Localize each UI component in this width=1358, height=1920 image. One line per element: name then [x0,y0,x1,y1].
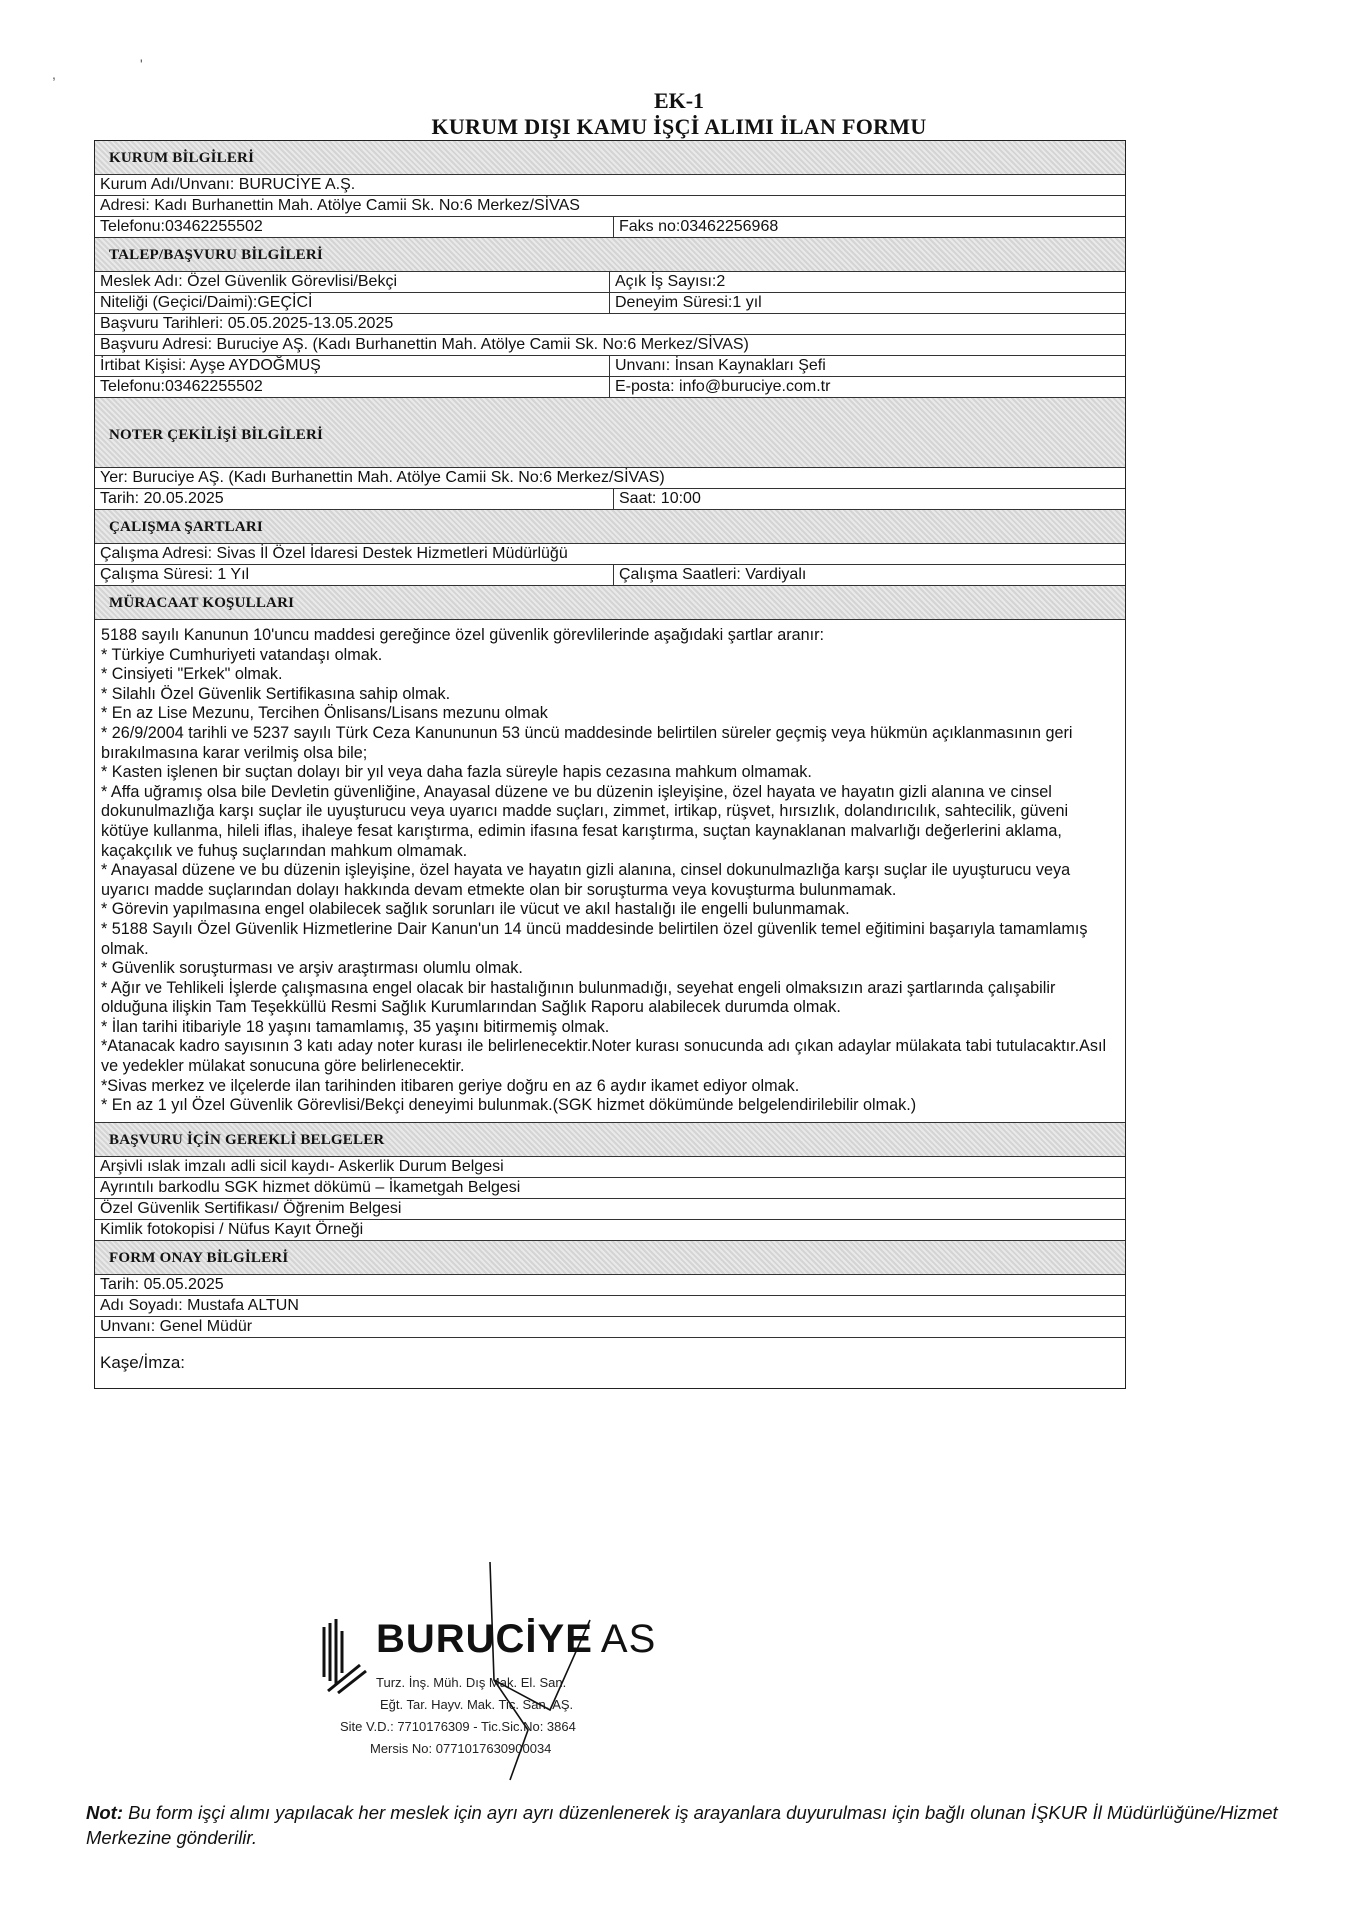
calisma-address: Çalışma Adresi: Sivas İl Özel İdaresi Destek Hizmetleri Müdürlüğü [100,545,568,562]
condition-item: * Ağır ve Tehlikeli İşlerde çalışmasına engel olacak bir hastalığının bulunmadığı, seyehat engeli olmaksızın arazi şartlarında çalışabilir olduğuna ilişkin Tam Teşekküllü Resmi Sağlık Kurumlarından Sağlık Raporu alabilecek durumda olmak. [101,978,1056,1017]
talep-contact-title: Unvanı: İnsan Kaynakları Şefi [615,357,826,374]
section-onay-header: FORM ONAY BİLGİLERİ [95,1241,1125,1275]
document-item [95,1220,1125,1241]
form-row [95,1317,1125,1338]
condition-item: * En az 1 yıl Özel Güvenlik Görevlisi/Bekçi deneyimi bulunmak.(SGK hizmet dökümünde belgelendirilebilir olmak.) [101,1096,917,1115]
document-item [95,1157,1125,1178]
stamp-line-4: Mersis No: 0771017630900034 [370,1741,552,1756]
condition-item: * En az Lise Mezunu, Tercihen Önlisans/Lisans mezunu olmak [101,704,548,723]
onay-title: Unvanı: Genel Müdür [100,1317,253,1335]
kurum-name: Kurum Adı/Unvanı: BURUCİYE A.Ş. [100,176,356,193]
scan-mark: , [52,66,56,82]
form-row [95,565,1125,586]
section-noter-header: NOTER ÇEKİLİŞİ BİLGİLERİ [95,398,1125,468]
form-row [95,335,1125,356]
kurum-fax: Faks no:03462256968 [619,218,779,235]
signature-icon [480,1560,600,1790]
form-row [95,1275,1125,1296]
form-row [95,217,1125,238]
section-kurum-header: KURUM BİLGİLERİ [95,141,1125,175]
talep-open-positions: Açık İş Sayısı:2 [615,273,726,290]
page-header [0,88,1358,140]
document-item-text: Ayrıntılı barkodlu SGK hizmet dökümü – İkametgah Belgesi [100,1178,521,1196]
condition-item: *Atanacak kadro sayısının 3 katı aday noter kurası ile belirlenecektir.Noter kurası sonucunda adı çıkan adaylar mülakata tabi tutulacaktır.Asıl ve yedekler mülakat sonucuna göre belirlenecektir. [101,1037,1107,1076]
stamp-line-1: Turz. İnş. Müh. Dış Mak. El. San. [376,1675,567,1690]
form-title: KURUM DIŞI KAMU İŞÇİ ALIMI İLAN FORMU [431,114,927,139]
talep-phone: Telefonu:03462255502 [95,377,610,397]
document-item-text: Kimlik fotokopisi / Nüfus Kayıt Örneği [100,1220,364,1238]
condition-item: * 26/9/2004 tarihli ve 5237 sayılı Türk Ceza Kanununun 53 üncü maddesinde belirtilen süreler geçmiş veya hükmün açıklanmasının geri bırakılmasına karar verilmiş olsa bile; [101,723,1073,762]
onay-name: Adı Soyadı: Mustafa ALTUN [100,1296,299,1314]
condition-item: *Sivas merkez ve ilçelerde ilan tarihinden itibaren geriye doğru en az 6 aydır ikamet ediyor olmak. [101,1076,800,1095]
stamp-line-2: Eğt. Tar. Hayv. Mak. Tic. San. AŞ. [380,1697,574,1712]
document-item-text: Arşivli ıslak imzalı adli sicil kaydı- Askerlik Durum Belgesi [100,1157,504,1175]
announcement-form [94,140,1126,1389]
calisma-hours: Çalışma Saatleri: Vardiyalı [619,566,807,583]
section-talep-header: TALEP/BAŞVURU BİLGİLERİ [95,238,1125,272]
form-row [95,1338,1125,1388]
condition-item: * Görevin yapılmasına engel olabilecek sağlık sorunları ile vücut ve akıl hastalığı ile engelli bulunmamak. [101,900,850,919]
condition-item: * Türkiye Cumhuriyeti vatandaşı olmak. [101,645,383,664]
noter-place: Yer: Buruciye AŞ. (Kadı Burhanettin Mah. Atölye Camii Sk. No:6 Merkez/SİVAS) [100,469,665,486]
condition-item: * İlan tarihi itibariyle 18 yaşını tamamlamış, 35 yaşını bitirmemiş olmak. [101,1017,610,1036]
section-calisma-header: ÇALIŞMA ŞARTLARI [95,510,1125,544]
stamp-brand-suffix: AS [600,1617,657,1661]
noter-time: Saat: 10:00 [619,490,701,507]
document-item-text: Özel Güvenlik Sertifikası/ Öğrenim Belgesi [100,1199,402,1217]
condition-item: * Kasten işlenen bir suçtan dolayı bir yıl veya daha fazla süreyle hapis cezasına mahkum olmamak. [101,763,812,782]
talep-nature: Niteliği (Geçici/Daimi):GEÇİCİ [95,293,610,313]
footer-note [86,1800,1286,1850]
talep-address: Başvuru Adresi: Buruciye AŞ. (Kadı Burhanettin Mah. Atölye Camii Sk. No:6 Merkez/SİVAS) [100,336,749,353]
stamp-brand-name: BURUCİYE [376,1617,593,1661]
calisma-duration: Çalışma Süresi: 1 Yıl [95,565,614,585]
annex-label: EK-1 [653,88,705,113]
stamp-line-3: Site V.D.: 7710176309 - Tic.Sic.No: 3864 [340,1719,576,1734]
form-row [95,356,1125,377]
condition-item: 5188 sayılı Kanunun 10'uncu maddesi gereğince özel güvenlik görevlilerinde aşağıdaki şartlar aranır: [101,626,824,644]
kurum-phone: Telefonu:03462255502 [95,217,614,237]
kurum-address: Adresi: Kadı Burhanettin Mah. Atölye Camii Sk. No:6 Merkez/SİVAS [100,197,580,214]
scan-mark: ' [140,56,143,72]
talep-profession: Meslek Adı: Özel Güvenlik Görevlisi/Bekçi [95,272,610,292]
section-muracaat-header: MÜRACAAT KOŞULLARI [95,586,1125,620]
condition-item: * Cinsiyeti "Erkek" olmak. [101,665,283,684]
condition-item: * 5188 Sayılı Özel Güvenlik Hizmetlerine Dair Kanun'un 14 üncü maddesinde belirtilen özel güvenlik temel eğitimini başarıyla tamamlamış olmak. [101,919,1088,958]
company-logo-icon [320,1617,380,1695]
note-label: Not: [86,1802,123,1823]
stamp-label: Kaşe/İmza: [100,1352,186,1372]
form-row [95,489,1125,510]
onay-date: Tarih: 05.05.2025 [100,1275,224,1293]
form-row [95,1296,1125,1317]
form-row [95,196,1125,217]
form-row [95,468,1125,489]
talep-dates: Başvuru Tarihleri: 05.05.2025-13.05.2025 [100,315,394,332]
note-text: Bu form işçi alımı yapılacak her meslek için ayrı ayrı düzenlenerek iş arayanlara duyurulması için bağlı olunan İŞKUR İl Müdürlüğüne/Hizmet Merkezine gönderilir. [86,1802,1278,1848]
talep-contact: İrtibat Kişisi: Ayşe AYDOĞMUŞ [95,356,610,376]
noter-date: Tarih: 20.05.2025 [95,489,614,509]
talep-experience: Deneyim Süresi:1 yıl [615,294,762,311]
section-belgeler-header: BAŞVURU İÇİN GEREKLİ BELGELER [95,1123,1125,1157]
document-item [95,1178,1125,1199]
condition-item: * Anayasal düzene ve bu düzenin işleyişine, özel hayata ve hayatın gizli alanına, cinsel dokunulmazlığa karşı suçlar ile uyuşturucu veya uyarıcı madde suçlarından dolayı hakkında devam etmekte olan bir soruşturma veya kovuşturma bulunmamak. [101,861,1071,899]
condition-item: * Affa uğramış olsa bile Devletin güvenliğine, Anayasal düzene ve bu düzenin işleyişine, özel hayata ve hayatın gizli alanına ve cinsel dokunulmazlığa karşı suçlar ile uyuşturucu veya uyarıcı madde suçları, zimmet, irtikap, rüşvet, hırsızlık, dolandırıcılık, sahtecilik, güveni kötüye kullanma, hileli iflas, ihaleye fesat karıştırma, edimin ifasına fesat karıştırma, suçtan kaynaklanan malvarlığı değerlerini aklama, kaçakçılık ve fuhuş suçlarından mahkum olmamak. [101,782,1069,860]
document-item [95,1199,1125,1220]
talep-email: E-posta: info@buruciye.com.tr [615,378,831,395]
condition-item: * Silahlı Özel Güvenlik Sertifikasına sahip olmak. [101,684,451,703]
form-row [95,272,1125,293]
application-conditions [95,620,1125,1123]
form-row [95,544,1125,565]
form-row [95,175,1125,196]
condition-item: * Güvenlik soruşturması ve arşiv araştırması olumlu olmak. [101,959,523,978]
form-row [95,314,1125,335]
form-row [95,377,1125,398]
form-row [95,293,1125,314]
